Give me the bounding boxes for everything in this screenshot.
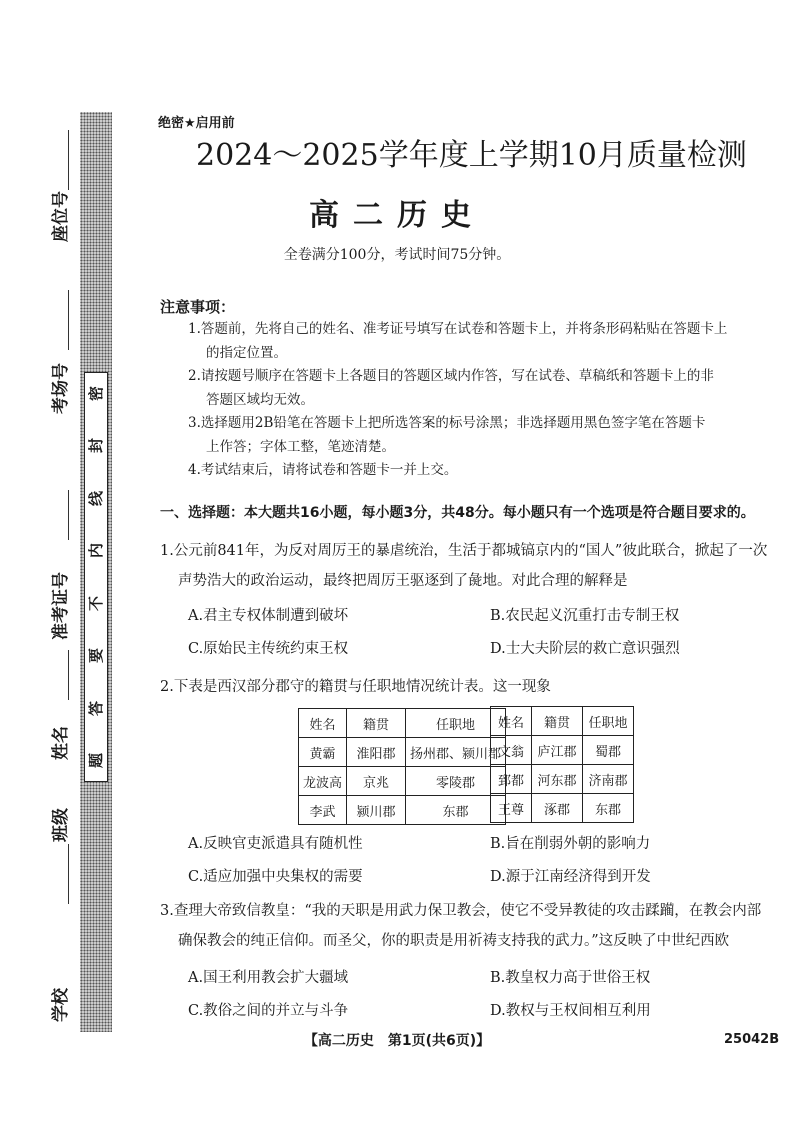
table-cell: 龙波高: [299, 767, 347, 796]
class-field[interactable]: [38, 780, 78, 900]
field-label: 班级: [51, 808, 71, 842]
table-cell: 河东郡: [532, 765, 583, 794]
question-1: [160, 536, 778, 596]
field-line: [68, 130, 69, 190]
question-stem: 1.公元前841年，为反对周厉王的暴虐统治，生活于都城镐京内的“国人”彼此联合，掀起了一次: [160, 543, 768, 559]
admission-number-field[interactable]: [38, 490, 78, 640]
notice-item: 1.答题前，先将自己的姓名、准考证号填写在试卷和答题卡上，并将条形码粘贴在答题卡上: [188, 321, 728, 337]
field-line: [68, 290, 69, 350]
page-footer: 【高二历史 第1页(共6页)】: [303, 1033, 491, 1049]
score-time-note: 全卷满分100分，考试时间75分钟。: [283, 247, 511, 263]
option-c[interactable]: C.适应加强中央集权的需要: [188, 869, 363, 885]
table-cell: 济南郡: [583, 765, 634, 794]
table-header: 籍贯: [347, 709, 406, 738]
seal-char: 密: [87, 385, 106, 402]
table-cell: 颍川郡: [347, 796, 406, 825]
question-3: [160, 896, 778, 956]
table-cell: 淮阳郡: [347, 738, 406, 767]
option-b[interactable]: B.旨在削弱外朝的影响力: [490, 836, 651, 852]
notice-item-cont: 答题区域均无效。: [206, 391, 314, 408]
table-row: [491, 736, 634, 765]
table-cell: 郅都: [491, 765, 532, 794]
option-a[interactable]: A.君主专权体制遭到破坏: [188, 608, 349, 624]
seal-char: 内: [87, 543, 106, 559]
table-row: [299, 767, 506, 796]
table-header: 姓名: [299, 709, 347, 738]
field-line: [68, 650, 69, 700]
field-label: 准考证号: [51, 572, 71, 640]
table-row: [299, 796, 506, 825]
table-cell: 扬州郡、颍川郡: [406, 738, 506, 767]
option-d[interactable]: D.源于江南经济得到开发: [490, 869, 651, 885]
option-a[interactable]: A.反映官吏派遣具有随机性: [188, 836, 363, 852]
field-line: [68, 490, 69, 540]
table-row: [299, 738, 506, 767]
notice-item: 2.请按题号顺序在答题卡上各题目的答题区域内作答，写在试卷、草稿纸和答题卡上的非: [188, 368, 714, 384]
notice-item: 3.选择题用2B铅笔在答题卡上把所选答案的标号涂黑；非选择题用黑色签字笔在答题卡: [188, 415, 706, 431]
seal-char: 封: [87, 438, 106, 454]
subject-title: 高二历史: [309, 198, 485, 233]
table-cell: 李武: [299, 796, 347, 825]
table-row: [491, 794, 634, 823]
table-header: 姓名: [491, 707, 532, 736]
table-header-row: [491, 707, 634, 736]
seal-char: 线: [87, 490, 106, 506]
option-d[interactable]: D.教权与王权间相互利用: [490, 1003, 651, 1019]
question-stem-cont: 声势浩大的政治运动，最终把周厉王驱逐到了彘地。对此合理的解释是: [178, 573, 628, 589]
table-header: 籍贯: [532, 707, 583, 736]
table-cell: 文翁: [491, 736, 532, 765]
option-b[interactable]: B.教皇权力高于世俗王权: [490, 970, 651, 986]
table-cell: 黄霸: [299, 738, 347, 767]
question-2: [160, 672, 778, 702]
option-b[interactable]: B.农民起义沉重打击专制王权: [490, 608, 680, 624]
seal-char: 答: [87, 700, 106, 716]
table-cell: 东郡: [583, 794, 634, 823]
seal-char: 题: [87, 752, 106, 768]
notice-item: 4.考试结束后，请将试卷和答题卡一并上交。: [188, 462, 458, 478]
table-cell: 零陵郡: [406, 767, 506, 796]
table-cell: 蜀郡: [583, 736, 634, 765]
name-field[interactable]: [38, 650, 78, 770]
school-field[interactable]: [38, 940, 78, 1030]
table-cell: 王尊: [491, 794, 532, 823]
option-a[interactable]: A.国王利用教会扩大疆域: [188, 970, 349, 986]
question-1-options: [188, 604, 778, 670]
question-stem: 3.查理大帝致信教皇：“我的天职是用武力保卫教会，使它不受异教徒的攻击蹂躏，在教会内部: [160, 903, 762, 919]
table-header: 任职地: [583, 707, 634, 736]
option-c[interactable]: C.原始民主传统约束王权: [188, 641, 349, 657]
field-label: 考场号: [51, 363, 71, 414]
table-header: 任职地: [406, 709, 506, 738]
table-cell: 涿郡: [532, 794, 583, 823]
table-row: [491, 765, 634, 794]
data-table-left: [298, 708, 506, 825]
notice-list: [188, 318, 778, 483]
exam-room-field[interactable]: [38, 290, 78, 440]
table-cell: 东郡: [406, 796, 506, 825]
table-cell: 京兆: [347, 767, 406, 796]
seal-char: 要: [87, 648, 106, 664]
option-c[interactable]: C.教俗之间的并立与斗争: [188, 1003, 349, 1019]
seal-char: 不: [87, 595, 106, 611]
confidential-mark: 绝密★启用前: [158, 116, 235, 131]
field-label: 学校: [51, 988, 71, 1022]
section-heading: 一、选择题：本大题共16小题，每小题3分，共48分。每小题只有一个选项是符合题目要求的。: [160, 505, 755, 521]
paper-code: 25042B: [724, 1032, 780, 1047]
option-d[interactable]: D.士大夫阶层的救亡意识强烈: [490, 641, 680, 657]
table-cell: 庐江郡: [532, 736, 583, 765]
notice-item-cont: 的指定位置。: [206, 344, 287, 361]
seal-notice: [84, 372, 108, 782]
binding-strip: [0, 0, 120, 1124]
question-2-options: [188, 832, 778, 898]
question-3-options: [188, 966, 778, 1032]
notice-heading: 注意事项：: [160, 298, 236, 316]
question-stem-cont: 确保教会的纯正信仰。而圣父，你的职责是用祈祷支持我的武力。”这反映了中世纪西欧: [178, 933, 730, 949]
question-stem: 2.下表是西汉部分郡守的籍贯与任职地情况统计表。这一现象: [160, 679, 551, 695]
field-line: [68, 844, 69, 904]
field-label: 座位号: [51, 191, 71, 242]
field-label: 姓名: [51, 726, 71, 760]
table-header-row: [299, 709, 506, 738]
exam-title: 2024～2025学年度上学期10月质量检测: [196, 138, 747, 173]
notice-item-cont: 上作答；字体工整，笔迹清楚。: [206, 438, 395, 455]
data-table-right: [490, 706, 634, 823]
